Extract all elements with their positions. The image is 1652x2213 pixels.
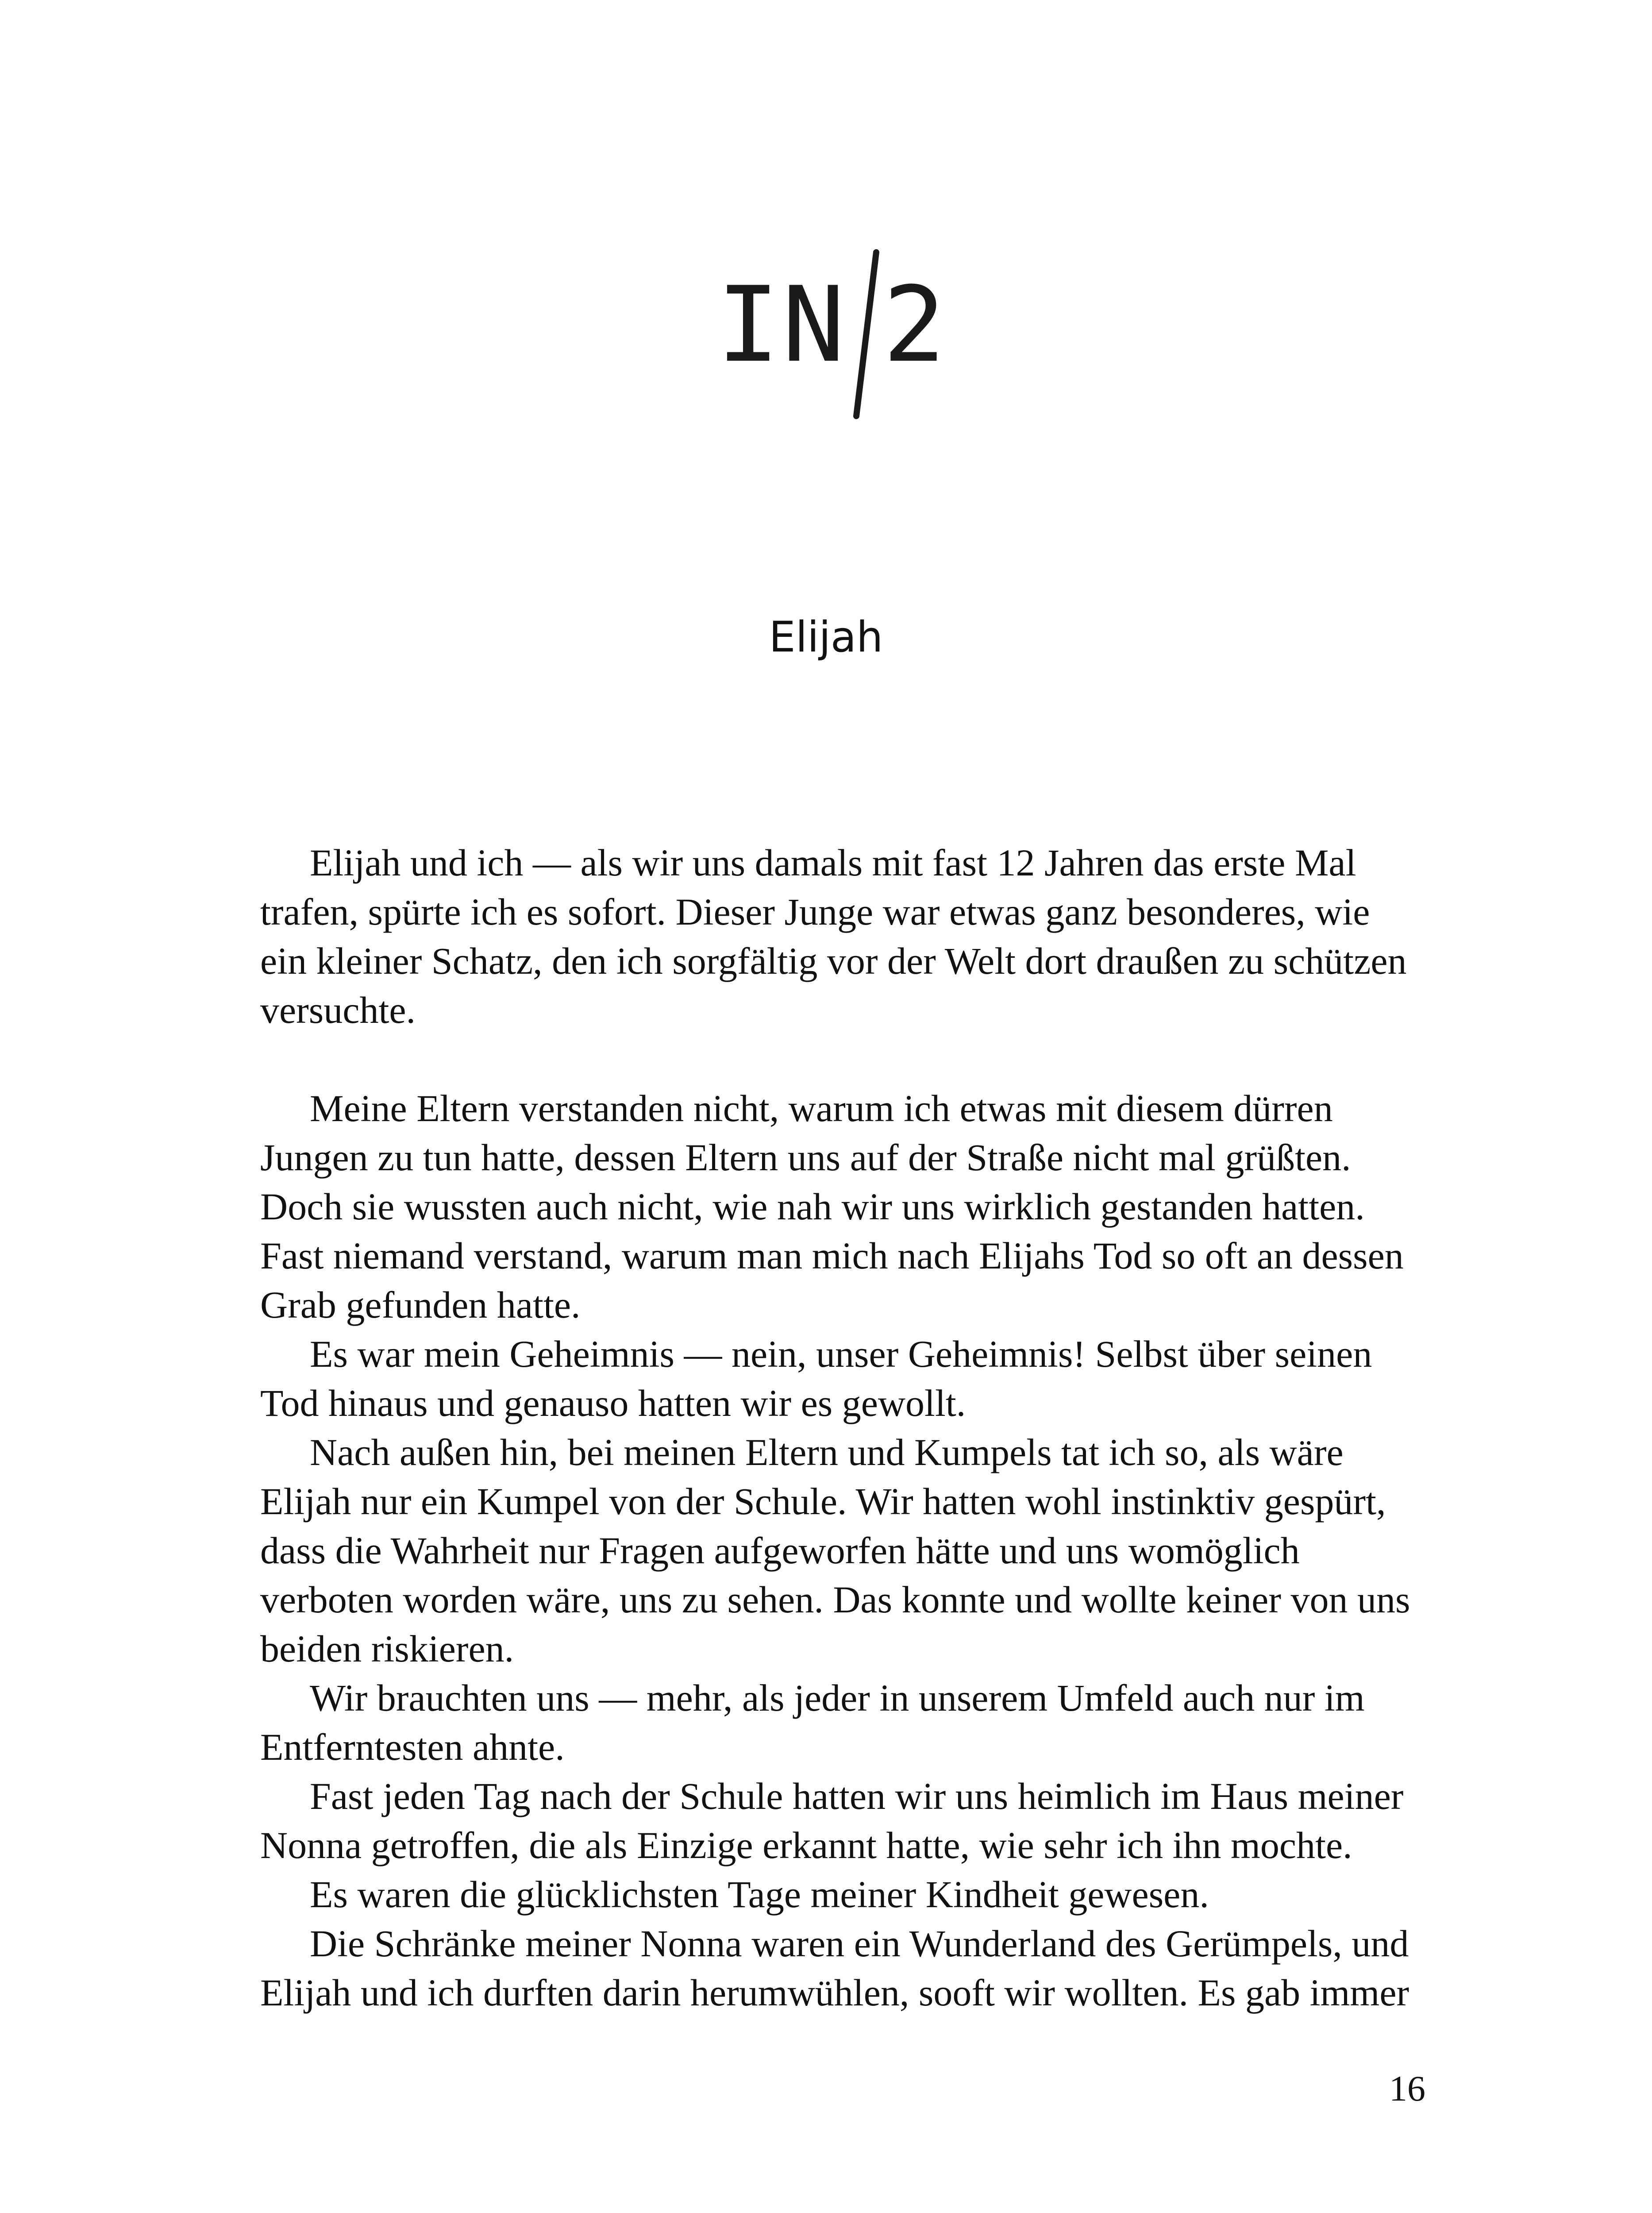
text-line: verboten worden wäre, uns zu sehen. Das konnte und wollte keiner von uns [260, 1578, 1410, 1621]
text-line: Die Schränke meiner Nonna waren ein Wunderland des Gerümpels, und [310, 1922, 1409, 1965]
text-line: Wir brauchten uns — mehr, als jeder in unserem Umfeld auch nur im [310, 1677, 1365, 1719]
text-line: versuchte. [260, 989, 416, 1031]
text-line: Jungen zu tun hatte, dessen Eltern uns auf der Straße nicht mal grüßten. [260, 1136, 1351, 1179]
paragraph [260, 1428, 1446, 1673]
text-line: Es waren die glücklichsten Tage meiner Kindheit gewesen. [310, 1873, 1209, 1916]
text-line: Elijah und ich — als wir uns damals mit fast 12 Jahren das erste Mal [310, 841, 1356, 884]
text-line: Elijah nur ein Kumpel von der Schule. Wir hatten wohl instinktiv gespürt, [260, 1480, 1386, 1523]
text-line: Fast niemand verstand, warum man mich nach Elijahs Tod so oft an dessen [260, 1234, 1404, 1277]
text-line: trafen, spürte ich es sofort. Dieser Junge war etwas ganz besonderes, wie [260, 891, 1370, 933]
logo-text-left: IN [717, 265, 847, 386]
text-line: Meine Eltern verstanden nicht, warum ich etwas mit diesem dürren [310, 1087, 1333, 1130]
paragraph [260, 1919, 1446, 2017]
text-line: Elijah und ich durften darin herumwühlen, sooft wir wollten. Es gab immer [260, 1971, 1409, 2014]
paragraph [260, 1772, 1446, 1870]
page-number: 16 [1389, 2068, 1425, 2109]
chapter-logo [717, 248, 974, 434]
text-line: dass die Wahrheit nur Fragen aufgeworfen hätte und uns womöglich [260, 1529, 1300, 1572]
paragraph [260, 1870, 1446, 1919]
body-text [260, 838, 1446, 2017]
paragraph [260, 1330, 1446, 1428]
text-line: Nonna getroffen, die als Einzige erkannt hatte, wie sehr ich ihn mochte. [260, 1824, 1352, 1866]
chapter-title: Elijah [769, 613, 883, 662]
paragraph [260, 1084, 1446, 1330]
chapter-logo-graphic [717, 248, 974, 434]
text-line: Grab gefunden hatte. [260, 1284, 581, 1326]
paragraph [260, 1673, 1446, 1772]
text-line: Tod hinaus und genauso hatten wir es gewollt. [260, 1382, 966, 1424]
text-line: ein kleiner Schatz, den ich sorgfältig vor der Welt dort draußen zu schützen [260, 940, 1407, 982]
logo-slash [856, 252, 876, 416]
logo-text-right: 2 [883, 265, 946, 386]
text-line: Entferntesten ahnte. [260, 1726, 565, 1768]
paragraph [260, 838, 1446, 1035]
text-line: Doch sie wussten auch nicht, wie nah wir uns wirklich gestanden hatten. [260, 1185, 1365, 1228]
text-line: beiden riskieren. [260, 1627, 514, 1670]
text-line: Es war mein Geheimnis — nein, unser Geheimnis! Selbst über seinen [310, 1333, 1372, 1375]
text-line: Fast jeden Tag nach der Schule hatten wir uns heimlich im Haus meiner [310, 1775, 1404, 1817]
text-line: Nach außen hin, bei meinen Eltern und Kumpels tat ich so, als wäre [310, 1431, 1344, 1473]
